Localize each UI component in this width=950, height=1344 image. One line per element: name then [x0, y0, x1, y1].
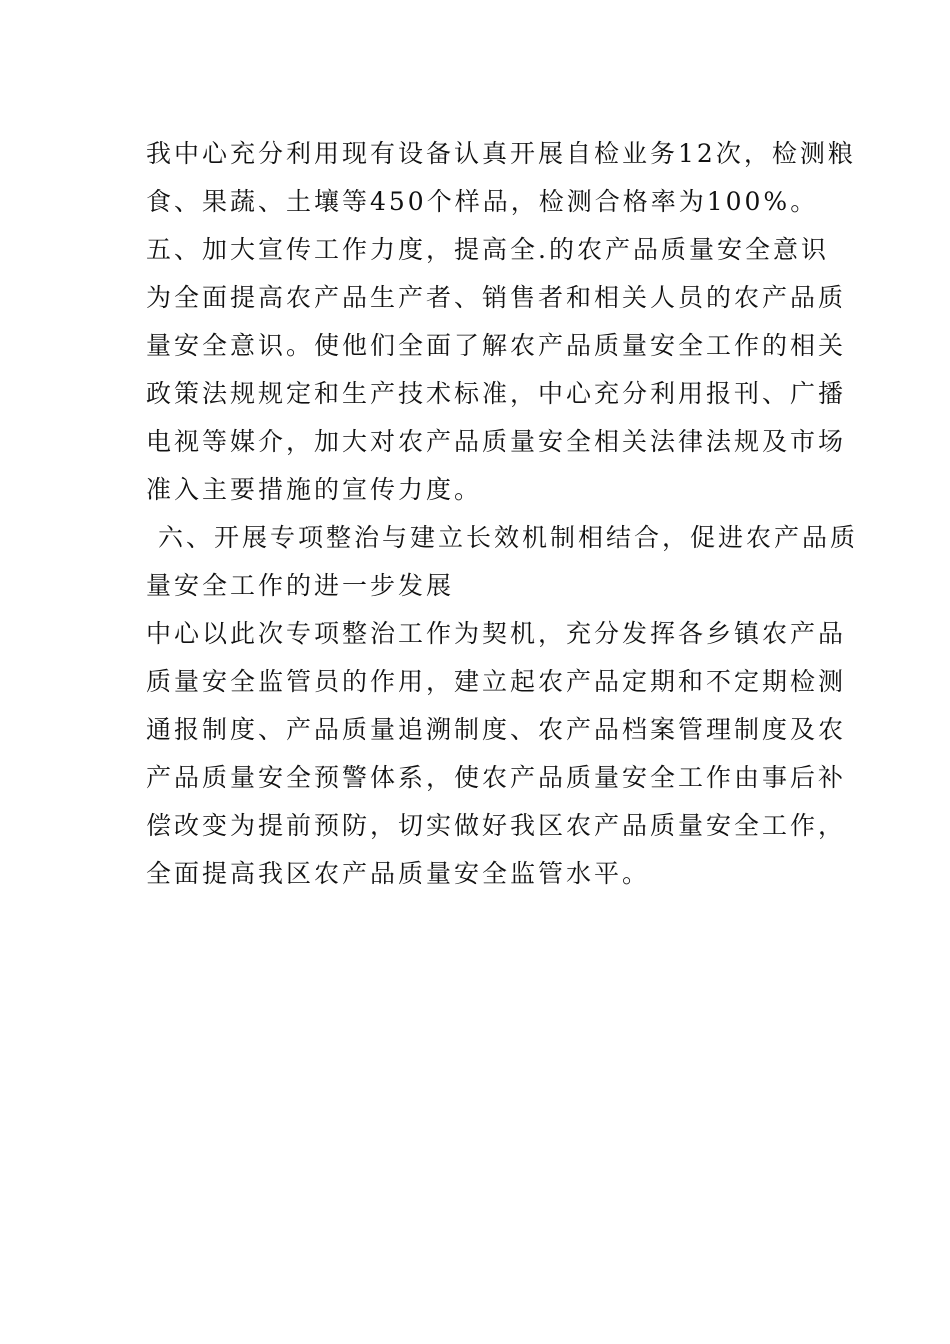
paragraph-line-2: 食、果蔬、土壤等450个样品，检测合格率为100%。 [146, 187, 819, 216]
paragraph-line-13: 通报制度、产品质量追溯制度、农产品档案管理制度及农 [146, 715, 847, 744]
paragraph-line-5: 量安全意识。使他们全面了解农产品质量安全工作的相关 [146, 331, 847, 360]
section-heading-6: 六、开展专项整治与建立长效机制相结合，促进农产品质 [158, 523, 859, 552]
paragraph-line-15: 偿改变为提前预防，切实做好我区农产品质量安全工作， [146, 811, 847, 840]
section-heading-6-cont: 量安全工作的进一步发展 [146, 571, 455, 600]
paragraph-line-6: 政策法规规定和生产技术标准，中心充分利用报刊、广播 [146, 379, 847, 408]
section-heading-5: 五、加大宣传工作力度，提高全.的农产品质量安全意识 [146, 235, 829, 264]
paragraph-line-14: 产品质量安全预警体系，使农产品质量安全工作由事后补 [146, 763, 847, 792]
document-page [146, 130, 859, 898]
paragraph-line-7: 电视等媒介，加大对农产品质量安全相关法律法规及市场 [146, 427, 847, 456]
paragraph-line-1: 我中心充分利用现有设备认真开展自检业务12次，检测粮 [146, 139, 856, 168]
paragraph-line-11: 中心以此次专项整治工作为契机，充分发挥各乡镇农产品 [146, 619, 847, 648]
paragraph-line-16: 全面提高我区农产品质量安全监管水平。 [146, 859, 651, 888]
paragraph-line-4: 为全面提高农产品生产者、销售者和相关人员的农产品质 [146, 283, 847, 312]
paragraph-line-8: 准入主要措施的宣传力度。 [146, 475, 483, 504]
paragraph-line-12: 质量安全监管员的作用，建立起农产品定期和不定期检测 [146, 667, 847, 696]
